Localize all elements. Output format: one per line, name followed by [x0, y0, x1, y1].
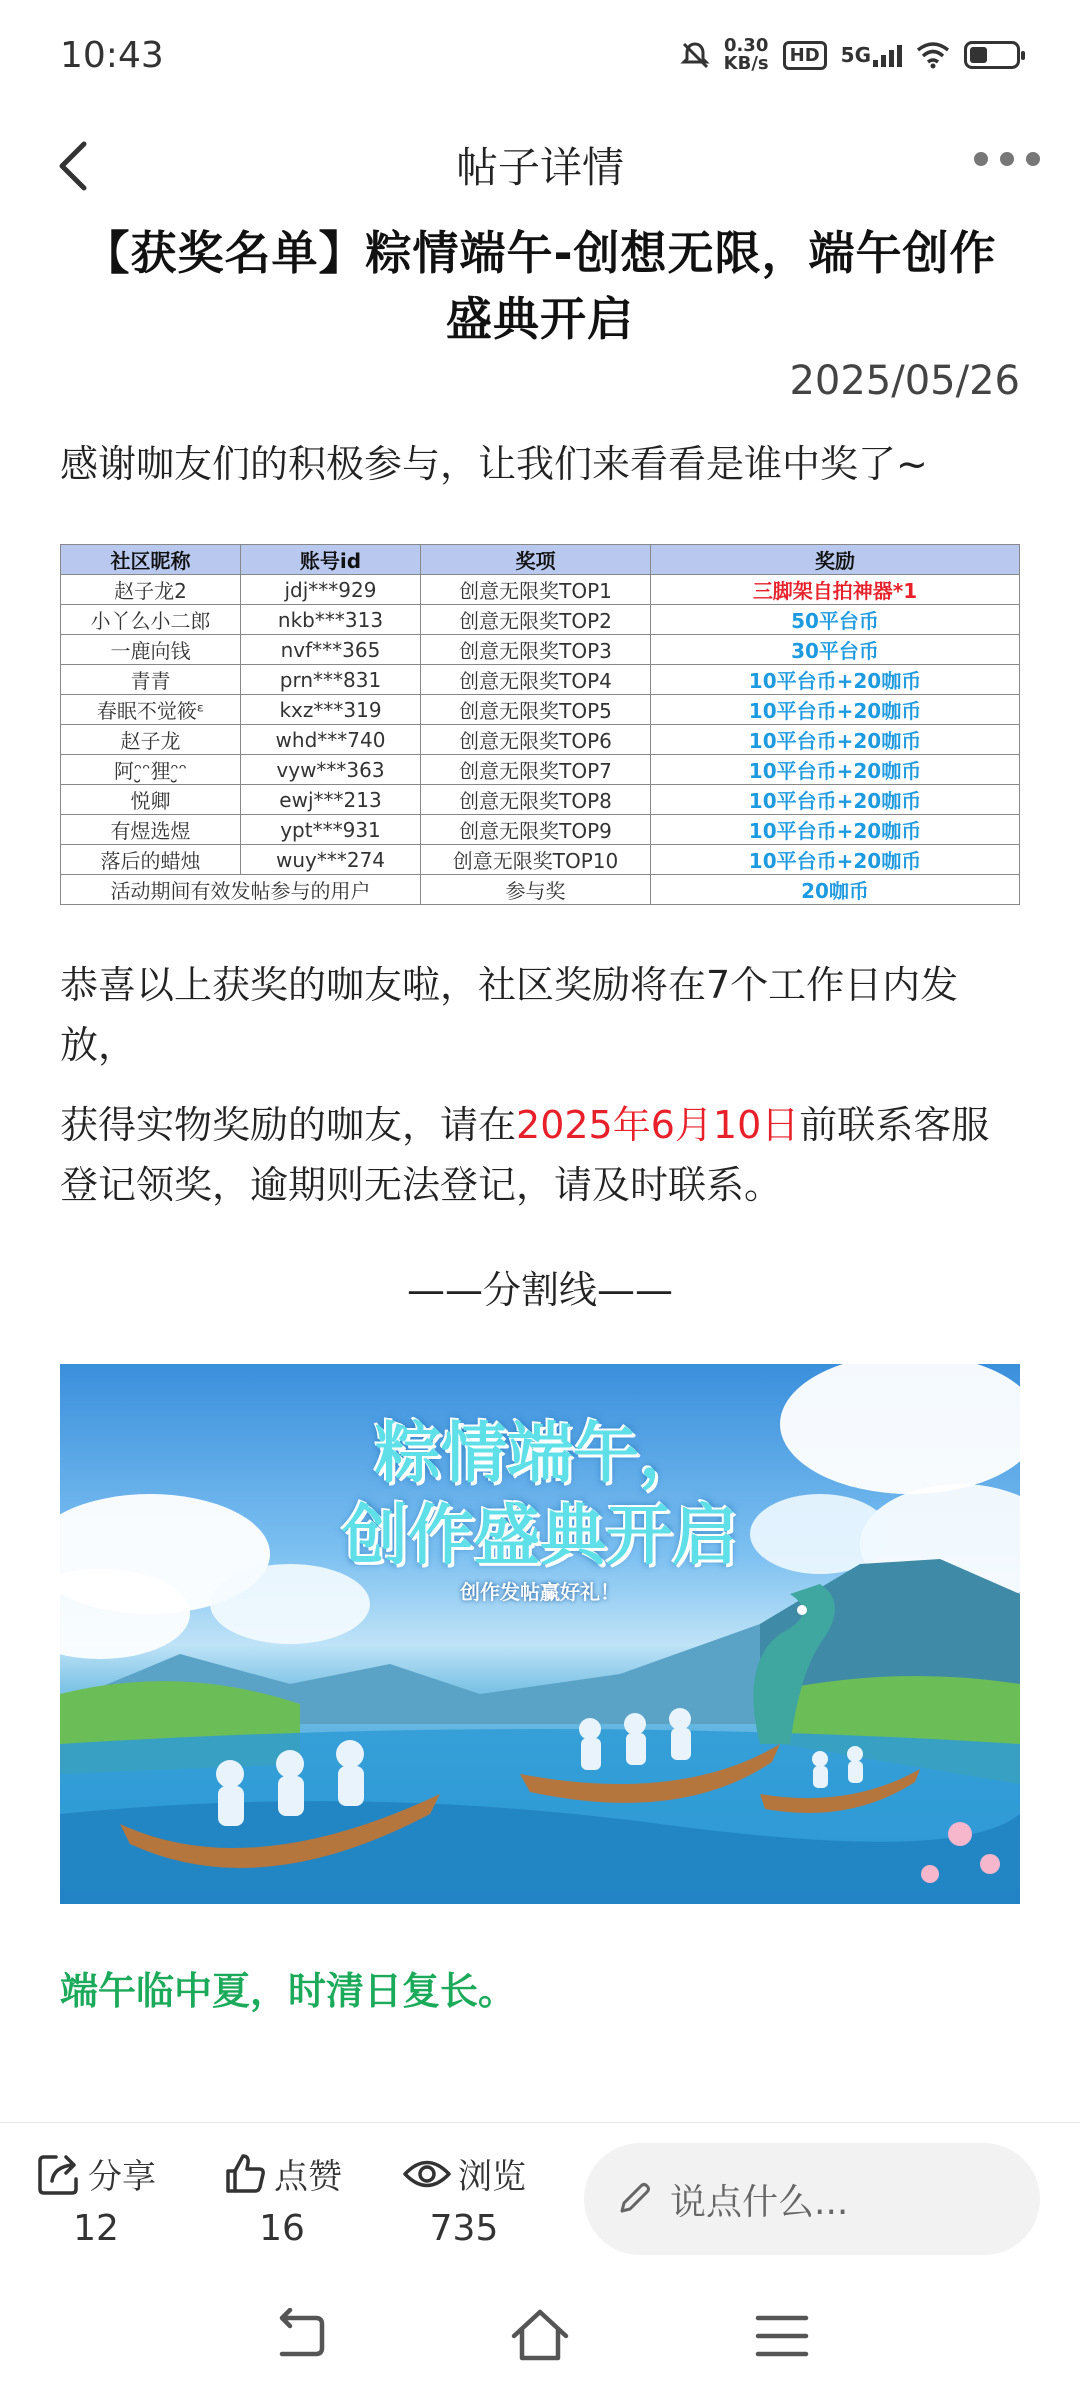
- cell-nick: 阿ᵔ̮ᵔ狸ᵔ̮ᵔ: [61, 755, 241, 785]
- share-count: 12: [73, 2208, 119, 2249]
- pencil-icon: [614, 2179, 654, 2219]
- wifi-icon: [916, 41, 950, 69]
- cell-id: ypt***931: [241, 815, 421, 845]
- like-count: 16: [259, 2208, 305, 2249]
- network-label: 5G: [840, 43, 871, 67]
- cell-id: ewj***213: [241, 785, 421, 815]
- cell-reward: 10平台币+20咖币: [651, 845, 1020, 875]
- cell-nick: 落后的蜡烛: [61, 845, 241, 875]
- net-speed: [724, 37, 769, 73]
- cell-reward: 50平台币: [651, 605, 1020, 635]
- more-icon[interactable]: [974, 152, 1040, 166]
- table-header: 奖项: [421, 545, 651, 575]
- net-speed-value: 0.30: [723, 35, 769, 56]
- cell-award: 创意无限奖TOP1: [421, 575, 651, 605]
- cell-reward: 20咖币: [651, 875, 1020, 905]
- banner-title-line1: 粽情端午，: [375, 1414, 705, 1492]
- cell-id: nvf***365: [241, 635, 421, 665]
- cell-award: 创意无限奖TOP5: [421, 695, 651, 725]
- cell-id: whd***740: [241, 725, 421, 755]
- table-header: 社区昵称: [61, 545, 241, 575]
- banner-subtitle: 创作发帖赢好礼！: [460, 1580, 620, 1604]
- contact-text-before: 获得实物奖励的咖友，请在: [60, 1103, 517, 1147]
- post-date: 2025/05/26: [789, 358, 1020, 404]
- view-count: 735: [429, 2208, 499, 2249]
- comment-input[interactable]: [584, 2143, 1040, 2255]
- table-row: [61, 755, 1020, 785]
- table-row: [61, 785, 1020, 815]
- cell-id: kxz***319: [241, 695, 421, 725]
- system-nav-bar: [0, 2272, 1080, 2400]
- menu-nav-icon[interactable]: [752, 2308, 812, 2364]
- cell-reward: 10平台币+20咖币: [651, 755, 1020, 785]
- post-title: 【获奖名单】粽情端午-创想无限，端午创作盛典开启: [83, 226, 997, 346]
- cell-id: vyw***363: [241, 755, 421, 785]
- thumbs-up-icon: [222, 2151, 268, 2197]
- section-divider: ——分割线——: [406, 1268, 673, 1312]
- like-label: 点赞: [274, 2157, 342, 2197]
- back-nav-icon[interactable]: [270, 2308, 330, 2364]
- cell-nick: 赵子龙2: [61, 575, 241, 605]
- view-label: 浏览: [458, 2157, 526, 2197]
- cell-reward: 10平台币+20咖币: [651, 725, 1020, 755]
- cell-reward: 10平台币+20咖币: [651, 785, 1020, 815]
- cell-nick: 青青: [61, 665, 241, 695]
- table-row: [61, 725, 1020, 755]
- deadline-date: 2025年6月10日: [516, 1103, 800, 1147]
- home-nav-icon[interactable]: [510, 2308, 570, 2364]
- cell-participants: 活动期间有效发帖参与的用户: [61, 875, 421, 905]
- table-row: [61, 815, 1020, 845]
- banner-title-line2: 创作盛典开启: [342, 1496, 738, 1574]
- cell-reward: 三脚架自拍神器*1: [651, 575, 1020, 605]
- share-label: 分享: [88, 2157, 156, 2197]
- table-row: [61, 695, 1020, 725]
- cell-nick: 春眠不觉筱ᵋ: [61, 695, 241, 725]
- cell-nick: 小丫么小二郎: [61, 605, 241, 635]
- share-button[interactable]: [36, 2149, 156, 2249]
- back-icon[interactable]: [48, 138, 104, 194]
- cell-award: 创意无限奖TOP3: [421, 635, 651, 665]
- status-icons: [680, 37, 1020, 73]
- bottom-action-bar: [0, 2122, 1080, 2272]
- post-quote: 端午临中夏，时清日复长。: [60, 1969, 517, 2013]
- post-intro: 感谢咖友们的积极参与，让我们来看看是谁中奖了~: [60, 442, 928, 486]
- table-row: [61, 665, 1020, 695]
- cell-nick: 赵子龙: [61, 725, 241, 755]
- post-content: [60, 220, 1020, 2015]
- battery-icon: [964, 41, 1020, 69]
- cell-reward: 10平台币+20咖币: [651, 815, 1020, 845]
- cell-award: 创意无限奖TOP2: [421, 605, 651, 635]
- cell-award: 创意无限奖TOP8: [421, 785, 651, 815]
- cell-reward: 10平台币+20咖币: [651, 665, 1020, 695]
- status-bar: [0, 0, 1080, 110]
- table-row: [61, 845, 1020, 875]
- cell-award: 创意无限奖TOP6: [421, 725, 651, 755]
- page-title: 帖子详情: [455, 143, 624, 192]
- contact-text-after: 前联系客服登记领奖，逾期则无法登记，请及时联系。: [60, 1103, 990, 1207]
- cell-id: prn***831: [241, 665, 421, 695]
- cell-nick: 悦卿: [61, 785, 241, 815]
- eye-icon: [402, 2151, 452, 2197]
- event-banner-image[interactable]: [60, 1364, 1020, 1904]
- cell-id: wuy***274: [241, 845, 421, 875]
- hd-icon: HD: [783, 41, 827, 70]
- cell-award: 创意无限奖TOP7: [421, 755, 651, 785]
- like-button[interactable]: [222, 2149, 342, 2249]
- mute-icon: [680, 40, 710, 70]
- cell-nick: 有煜选煜: [61, 815, 241, 845]
- share-icon: [36, 2151, 82, 2197]
- award-table: [60, 544, 1020, 905]
- cell-award: 创意无限奖TOP10: [421, 845, 651, 875]
- cell-award: 参与奖: [421, 875, 651, 905]
- nav-bar: [0, 110, 1080, 220]
- contact-text: [60, 1095, 1020, 1215]
- table-row: [61, 605, 1020, 635]
- cell-reward: 10平台币+20咖币: [651, 695, 1020, 725]
- comment-placeholder: 说点什么...: [670, 2181, 849, 2223]
- table-row: [61, 575, 1020, 605]
- table-row: [61, 875, 1020, 905]
- table-header-row: [61, 545, 1020, 575]
- table-header: 账号id: [241, 545, 421, 575]
- cell-reward: 30平台币: [651, 635, 1020, 665]
- cell-id: jdj***929: [241, 575, 421, 605]
- net-speed-unit: KB/s: [723, 53, 769, 74]
- cell-id: nkb***313: [241, 605, 421, 635]
- cell-award: 创意无限奖TOP4: [421, 665, 651, 695]
- table-row: [61, 635, 1020, 665]
- table-header: 奖励: [651, 545, 1020, 575]
- cell-nick: 一鹿向钱: [61, 635, 241, 665]
- status-time: 10:43: [60, 34, 164, 76]
- cell-award: 创意无限奖TOP9: [421, 815, 651, 845]
- view-button[interactable]: [402, 2149, 526, 2249]
- signal-icon: [841, 43, 902, 67]
- congrats-text: 恭喜以上获奖的咖友啦，社区奖励将在7个工作日内发放，: [60, 963, 959, 1067]
